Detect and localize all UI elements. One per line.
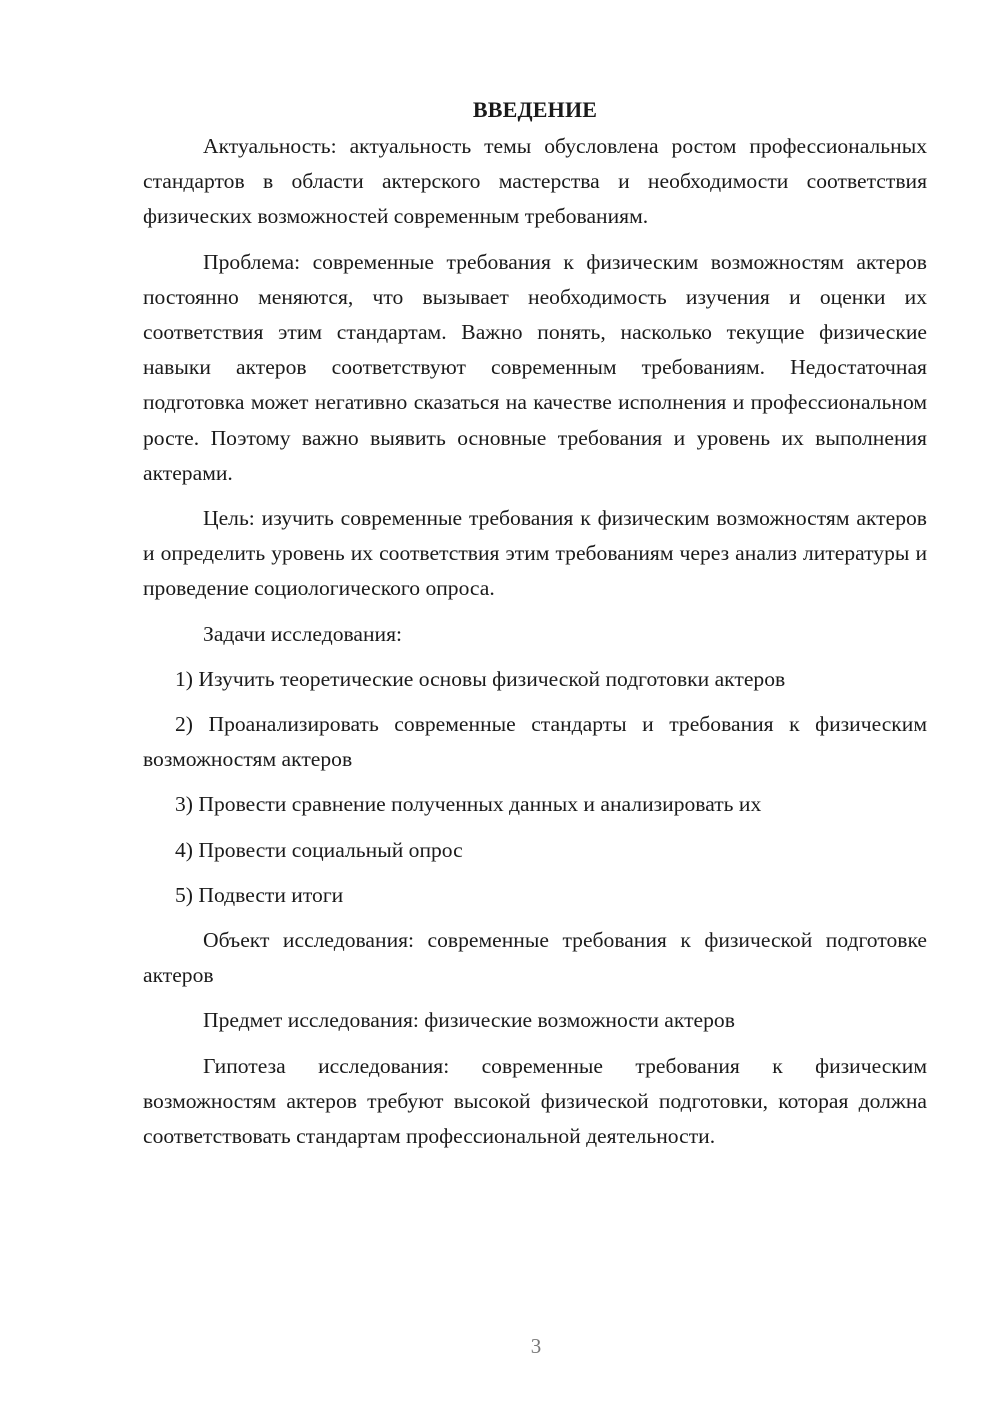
- paragraph-object: Объект исследования: современные требования к физической подготовке актеров: [143, 928, 927, 988]
- paragraph-problem: Проблема: современные требования к физическим возможностям актеров постоянно меняются, что вызывает необходимость изучения и оценки их соответствия этим стандартам. Важно понять, насколько текущие физические навыки актеров соответствуют современным требованиям. Недостаточная подготовка может негативно сказаться на качестве исполнения и профессиональном росте. Поэтому важно выявить основные требования и уровень их выполнения актерами.: [143, 249, 927, 485]
- page-number: 3: [530, 1334, 542, 1358]
- paragraph-hypothesis: Гипотеза исследования: современные требования к физическим возможностям актеров требуют высокой физической подготовки, которая должна соответствовать стандартам профессиональной деятельности.: [143, 1053, 927, 1149]
- paragraph-subject: Предмет исследования: физические возможности актеров: [203, 1008, 735, 1033]
- paragraph-goal: Цель: изучить современные требования к физическим возможностям актеров и определить уровень их соответствия этим требованиям через анализ литературы и проведение социологического опроса.: [143, 506, 927, 601]
- list-item-task-3: 3) Провести сравнение полученных данных и анализировать их: [175, 792, 762, 817]
- paragraph-relevance: Актуальность: актуальность темы обусловлена ростом профессиональных стандартов в области актерского мастерства и необходимости соответствия физических возможностей современным требованиям.: [143, 134, 927, 229]
- list-item-task-4: 4) Провести социальный опрос: [175, 837, 463, 862]
- list-item-task-2: 2) Проанализировать современные стандарты и требования к физическим возможностям актеров: [143, 712, 927, 772]
- page-title: ВВЕДЕНИЕ: [472, 97, 598, 122]
- paragraph-tasks-heading: Задачи исследования:: [203, 621, 403, 646]
- list-item-task-5: 5) Подвести итоги: [175, 882, 344, 907]
- document-page: [143, 92, 927, 1164]
- list-item-task-1: 1) Изучить теоретические основы физической подготовки актеров: [175, 666, 786, 691]
